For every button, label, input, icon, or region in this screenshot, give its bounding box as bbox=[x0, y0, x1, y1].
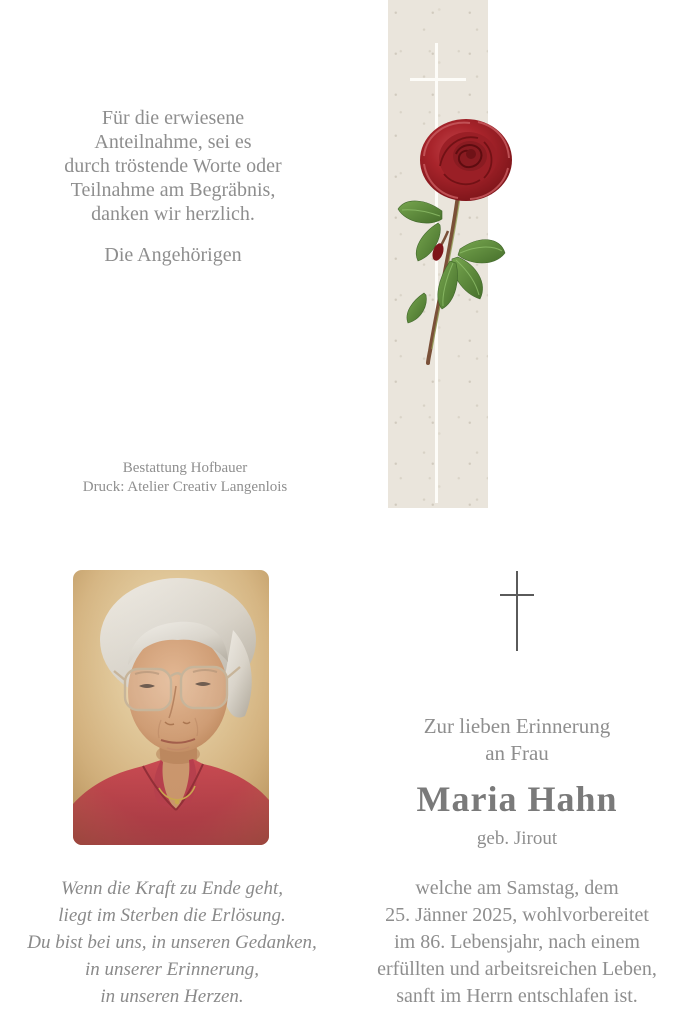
latin-cross-icon bbox=[410, 78, 466, 81]
printer-credit: Druck: Atelier Creativ Langenlois bbox=[82, 479, 288, 495]
poem-line: in unserer Erinnerung, bbox=[85, 959, 259, 980]
obituary-text bbox=[357, 875, 677, 1010]
memorial-intro bbox=[367, 713, 667, 767]
memorial-intro-line: Zur lieben Erinnerung bbox=[423, 714, 611, 738]
red-rose-image bbox=[372, 103, 522, 373]
photo-vignette bbox=[73, 570, 269, 845]
acknowledgement-line: Für die erwiesene bbox=[101, 107, 245, 129]
poem-line: in unseren Herzen. bbox=[100, 986, 244, 1007]
poem-text bbox=[12, 875, 332, 1010]
obituary-line: sanft im Herrn entschlafen ist. bbox=[396, 985, 638, 1007]
latin-cross-icon bbox=[500, 594, 534, 596]
rose-leaves bbox=[398, 201, 505, 323]
latin-cross-icon bbox=[516, 571, 518, 651]
maiden-name: geb. Jirout bbox=[476, 828, 558, 849]
obituary-line: 25. Jänner 2025, wohlvorbereitet bbox=[385, 904, 649, 926]
acknowledgement-line: danken wir herzlich. bbox=[91, 203, 255, 225]
portrait-photo bbox=[73, 570, 269, 845]
acknowledgement-line: durch tröstende Worte oder bbox=[64, 155, 282, 177]
acknowledgement-text bbox=[13, 106, 333, 267]
funeral-home-credit: Bestattung Hofbauer bbox=[122, 460, 248, 476]
obituary-line: erfüllten und arbeitsreichen Leben, bbox=[377, 958, 657, 980]
poem-line: Du bist bei uns, in unseren Gedanken, bbox=[27, 932, 317, 953]
family-signature: Die Angehörigen bbox=[104, 244, 242, 266]
deceased-name: Maria Hahn bbox=[416, 779, 618, 819]
poem-line: liegt im Sterben die Erlösung. bbox=[58, 905, 286, 926]
obituary-line: im 86. Lebensjahr, nach einem bbox=[394, 931, 640, 953]
acknowledgement-line: Teilnahme am Begräbnis, bbox=[70, 179, 276, 201]
imprint bbox=[25, 459, 345, 497]
rose-bloom bbox=[420, 119, 512, 201]
obituary-line: welche am Samstag, dem bbox=[415, 877, 619, 899]
poem-line: Wenn die Kraft zu Ende geht, bbox=[61, 878, 283, 899]
acknowledgement-line: Anteilnahme, sei es bbox=[94, 131, 252, 153]
memorial-intro-line: an Frau bbox=[485, 741, 549, 765]
